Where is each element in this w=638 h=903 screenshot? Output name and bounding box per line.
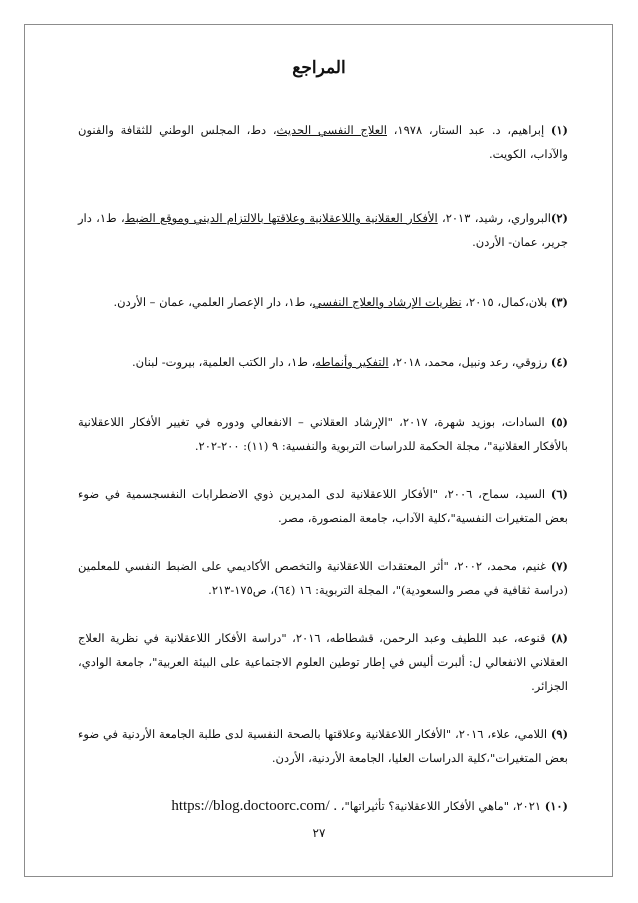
- reference-url[interactable]: https://blog.doctoorc.com/ .: [171, 798, 338, 814]
- reference-number: (٦): [550, 487, 568, 501]
- reference-number: (١): [550, 123, 568, 137]
- reference-book-title: نظريات الإرشاد والعلاج النفسي: [312, 295, 462, 309]
- reference-item: [78, 350, 568, 374]
- reference-item: [78, 290, 568, 314]
- reference-text: رزوقي، رعد ونبيل، محمد، ٢٠١٨،: [388, 355, 551, 369]
- page-title: المراجع: [292, 58, 346, 78]
- reference-number: (٨): [550, 631, 568, 645]
- reference-item: [78, 626, 568, 698]
- reference-item: [78, 794, 568, 818]
- reference-item: [78, 410, 568, 458]
- reference-text: إبراهيم، د. عبد الستار، ١٩٧٨،: [386, 123, 551, 137]
- reference-item: [78, 118, 568, 166]
- reference-item: [78, 722, 568, 770]
- reference-item: [78, 482, 568, 530]
- reference-text: ، ط١، دار الإعصار العلمي، عمان – الأردن.: [113, 295, 313, 309]
- reference-text: السيد، سماح، ٢٠٠٦، "الأفكار اللاعقلانية لدى المديرين ذوي الاضطرابات النفسجسمية في ضوء بعض المتغيرات النفسية"،كلية الآداب، جامعة المنصورة، مصر.: [78, 487, 568, 525]
- reference-text: غنيم، محمد، ٢٠٠٢، "أثر المعتقدات اللاعقلانية والتخصص الأكاديمي على الضبط النفسي للمعلمين (دراسة ثقافية في مصر والسعودية)"، المجلة التربوية: ١٦ (٦٤)، ص١٧٥-٢١٣.: [78, 559, 568, 597]
- reference-book-title: الأفكار العقلانية واللاعقلانية وعلاقتها بالالتزام الديني وموقع الضبط: [124, 211, 438, 225]
- reference-text: ، ط١، دار جرير، عمان- الأردن.: [78, 211, 568, 249]
- reference-item: [78, 206, 568, 254]
- reference-book-title: العلاج النفسي الحديث: [276, 123, 387, 137]
- reference-number: (٢): [550, 211, 568, 225]
- reference-text: البرواري، رشيد، ٢٠١٣،: [437, 211, 551, 225]
- references-list: [78, 118, 568, 818]
- reference-text: اللامي، علاء، ٢٠١٦، "الأفكار اللاعقلانية وعلاقتها بالصحة النفسية لدى طلبة الجامعة الأردنية في ضوء بعض المتغيرات"،كلية الدراسات العليا، الجامعة الأردنية، الأردن.: [78, 727, 568, 765]
- reference-number: (٤): [550, 355, 568, 369]
- reference-text: ، دط، المجلس الوطني للثقافة والفنون والآداب، الكويت.: [78, 123, 568, 161]
- reference-book-title: التفكير وأنماطه: [315, 355, 389, 369]
- reference-text: ٢٠٢١، "ماهي الأفكار اللاعقلانية؟ تأثيراتها"،: [337, 799, 545, 813]
- reference-number: (١٠): [544, 799, 568, 813]
- page-number: ٢٧: [312, 826, 326, 840]
- reference-text: السادات، بوزيد شهرة، ٢٠١٧، "الإرشاد العقلاني – الانفعالي ودوره في تغيير الأفكار اللاعقلانية بالأفكار العقلانية"، مجلة الحكمة للدراسات التربوية والنفسية: ٩ (١١): ٢٠٠-٢٠٢.: [78, 415, 568, 453]
- reference-text: بلان،كمال، ٢٠١٥،: [461, 295, 551, 309]
- reference-number: (٧): [550, 559, 568, 573]
- reference-number: (٥): [550, 415, 568, 429]
- reference-number: (٣): [550, 295, 568, 309]
- reference-text: ، ط١، دار الكتب العلمية، بيروت- لبنان.: [132, 355, 316, 369]
- reference-text: قنوعه، عبد اللطيف وعبد الرحمن، قشطاطه، ٢٠١٦، "دراسة الأفكار اللاعقلانية في نظرية العلاج العقلاني الانفعالي ل: ألبرت أليس في إطار توطين العلوم الاجتماعية على البيئة العربية"، جامعة الوادي، الجزائر.: [78, 631, 568, 693]
- reference-item: [78, 554, 568, 602]
- reference-number: (٩): [550, 727, 569, 741]
